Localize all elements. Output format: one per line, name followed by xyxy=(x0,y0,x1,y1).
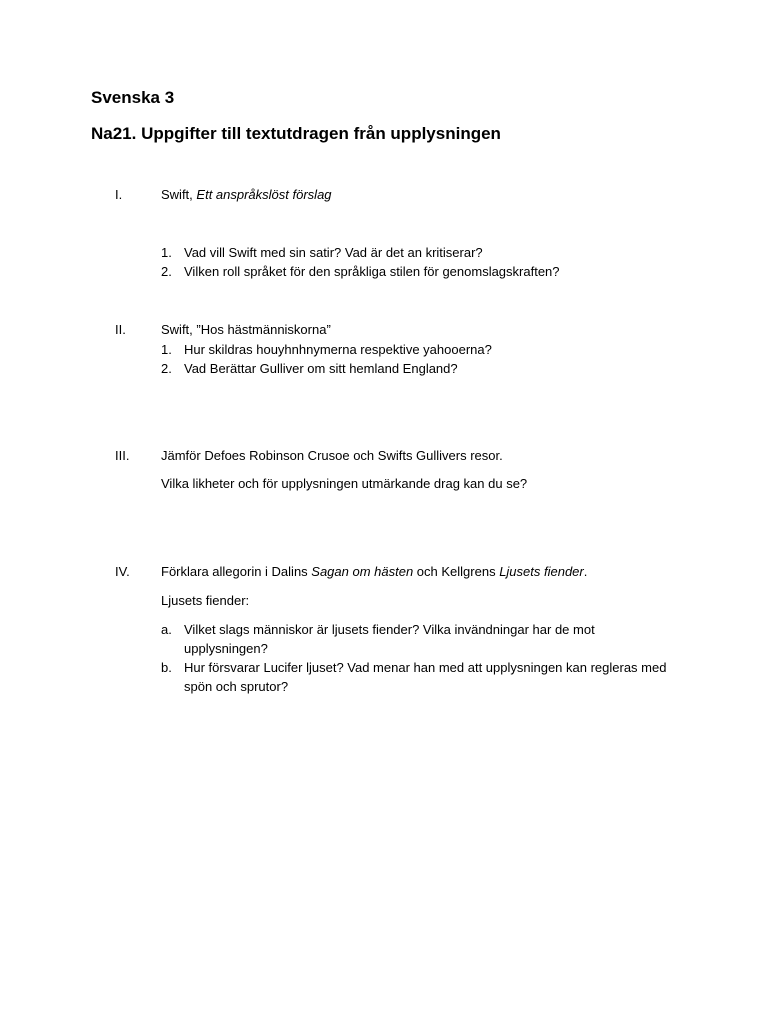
list-item xyxy=(161,243,686,262)
heading-text: . xyxy=(583,564,588,579)
assignment-title: Na21. Uppgifter till textutdragen från upplysningen xyxy=(91,124,501,143)
question-text: Vad vill Swift med sin satir? Vad är det an kritiserar? xyxy=(184,245,483,260)
section-heading: Jämför Defoes Robinson Crusoe och Swifts Gullivers resor. xyxy=(161,448,503,463)
heading-work-title: Ett anspråkslöst förslag xyxy=(196,187,332,202)
list-item xyxy=(161,262,686,281)
list-marker: a. xyxy=(161,622,172,637)
section-subheading: Ljusets fiender: xyxy=(161,593,250,608)
question-list xyxy=(161,620,681,696)
section-numeral: III. xyxy=(115,448,130,463)
section-heading xyxy=(161,185,332,204)
section-heading: Swift, ”Hos hästmänniskorna” xyxy=(161,322,331,337)
question-text: Vad Berättar Gulliver om sitt hemland England? xyxy=(184,361,458,376)
course-title: Svenska 3 xyxy=(91,88,175,107)
heading-text: och Kellgrens xyxy=(413,564,500,579)
list-marker: b. xyxy=(161,660,172,675)
list-marker: 2. xyxy=(161,361,172,376)
list-marker: 1. xyxy=(161,342,172,357)
list-item xyxy=(161,340,686,359)
list-item xyxy=(161,359,686,378)
list-item xyxy=(161,658,681,696)
list-item xyxy=(161,620,681,658)
question-text: Hur skildras houyhnhnymerna respektive yahooerna? xyxy=(184,342,492,357)
list-marker: 2. xyxy=(161,264,172,279)
heading-text: Förklara allegorin i Dalins xyxy=(161,564,312,579)
section-numeral: IV. xyxy=(115,564,130,579)
list-marker: 1. xyxy=(161,245,172,260)
heading-prefix: Swift, xyxy=(161,187,197,202)
section-numeral: I. xyxy=(115,187,123,202)
heading-work-title: Sagan om hästen xyxy=(311,564,414,579)
heading-work-title: Ljusets fiender xyxy=(499,564,584,579)
question-text: Hur försvarar Lucifer ljuset? Vad menar han med att upplysningen kan regleras med spön och sprutor? xyxy=(184,660,667,694)
question-text: Vilken roll språket för den språkliga stilen för genomslagskraften? xyxy=(184,264,560,279)
question-list xyxy=(161,340,686,378)
question-text: Vilket slags människor är ljusets fiender? Vilka invändningar har de mot upplysningen? xyxy=(184,622,595,656)
question-list xyxy=(161,243,686,281)
section-numeral: II. xyxy=(115,322,126,337)
section-paragraph: Vilka likheter och för upplysningen utmärkande drag kan du se? xyxy=(161,476,528,491)
section-heading xyxy=(161,562,587,581)
